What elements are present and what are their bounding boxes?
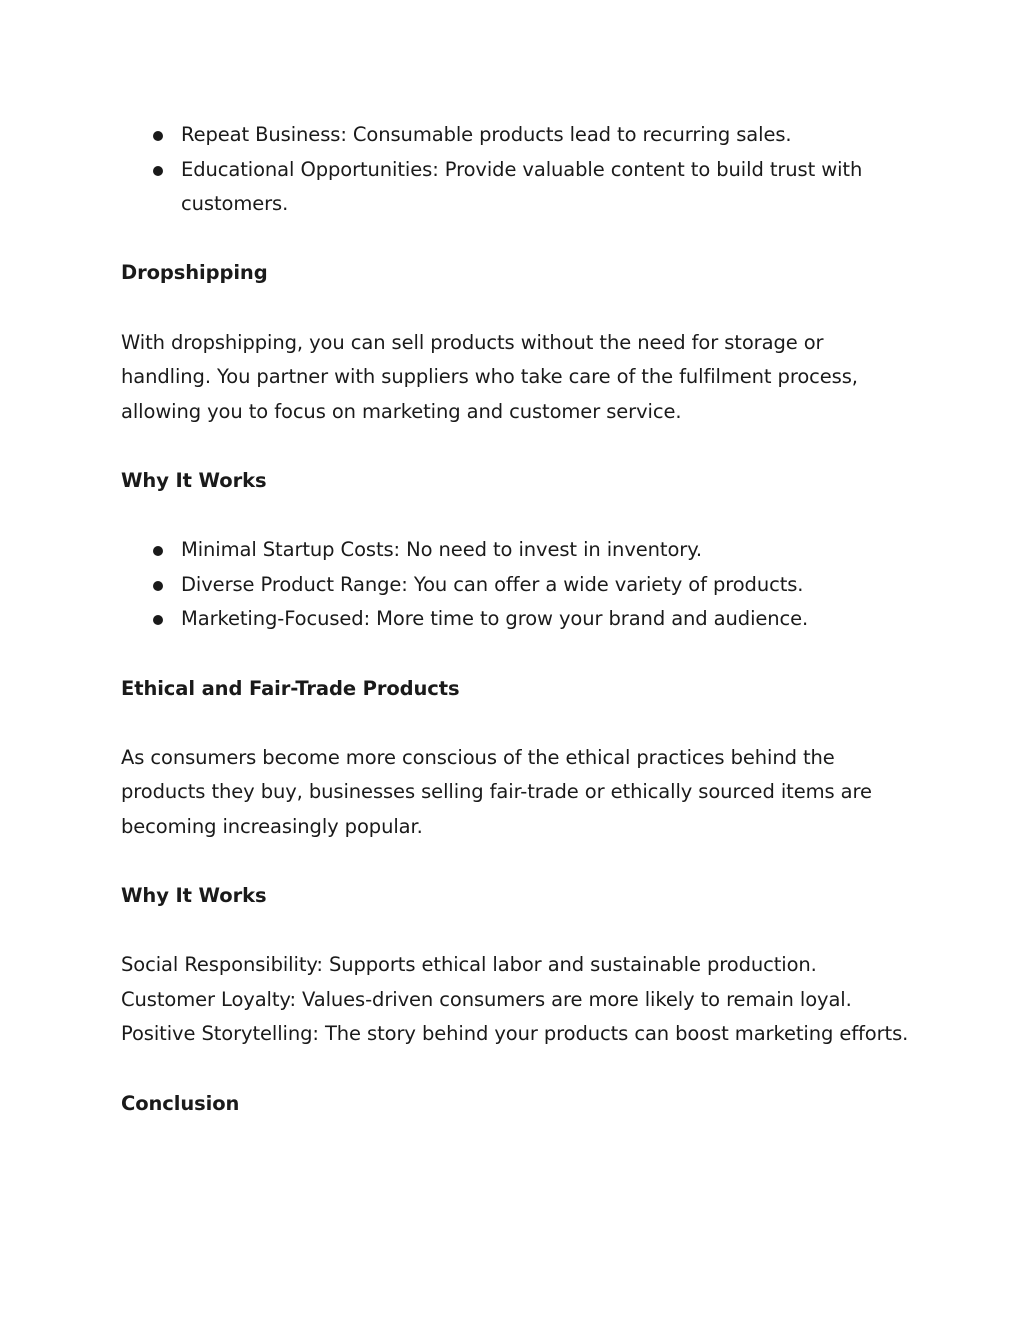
subheading-why-it-works: Why It Works	[121, 884, 267, 908]
list-item	[121, 153, 911, 222]
subheading-why-it-works: Why It Works	[121, 468, 267, 492]
document-content	[121, 118, 911, 1121]
dropshipping-paragraph: With dropshipping, you can sell products without the need for storage or handling. You partner with suppliers who take care of the fulfilment process, allowing you to focus on marketing and customer service.	[121, 330, 858, 423]
list-item	[121, 533, 911, 568]
bullet-icon	[153, 166, 163, 176]
list-item	[121, 602, 911, 637]
section-heading-dropshipping: Dropshipping	[121, 261, 268, 285]
section-heading-ethical: Ethical and Fair-Trade Products	[121, 676, 460, 700]
ethical-paragraph: As consumers become more conscious of the ethical practices behind the products they buy, businesses selling fair-trade or ethically sourced items are becoming increasingly popular.	[121, 745, 872, 838]
list-item-text: Educational Opportunities: Provide valuable content to build trust with customers.	[181, 157, 863, 216]
list-item-text: Marketing-Focused: More time to grow your brand and audience.	[181, 607, 809, 631]
list-item-text: Minimal Startup Costs: No need to invest in inventory.	[181, 538, 702, 562]
bullet-icon	[153, 131, 163, 141]
bullet-icon	[153, 615, 163, 625]
bullet-icon	[153, 546, 163, 556]
ethical-line: Positive Storytelling: The story behind your products can boost marketing efforts.	[121, 1022, 909, 1046]
list-item-text: Repeat Business: Consumable products lead to recurring sales.	[181, 123, 792, 146]
list-item	[121, 118, 911, 153]
ethical-line: Social Responsibility: Supports ethical labor and sustainable production.	[121, 953, 817, 977]
bullet-icon	[153, 581, 163, 591]
section-heading-conclusion: Conclusion	[121, 1091, 240, 1115]
ethical-line: Customer Loyalty: Values-driven consumers are more likely to remain loyal.	[121, 987, 852, 1011]
top-bullet-list	[121, 118, 911, 222]
dropshipping-bullet-list	[121, 533, 911, 637]
list-item-text: Diverse Product Range: You can offer a wide variety of products.	[181, 572, 804, 596]
list-item	[121, 568, 911, 603]
